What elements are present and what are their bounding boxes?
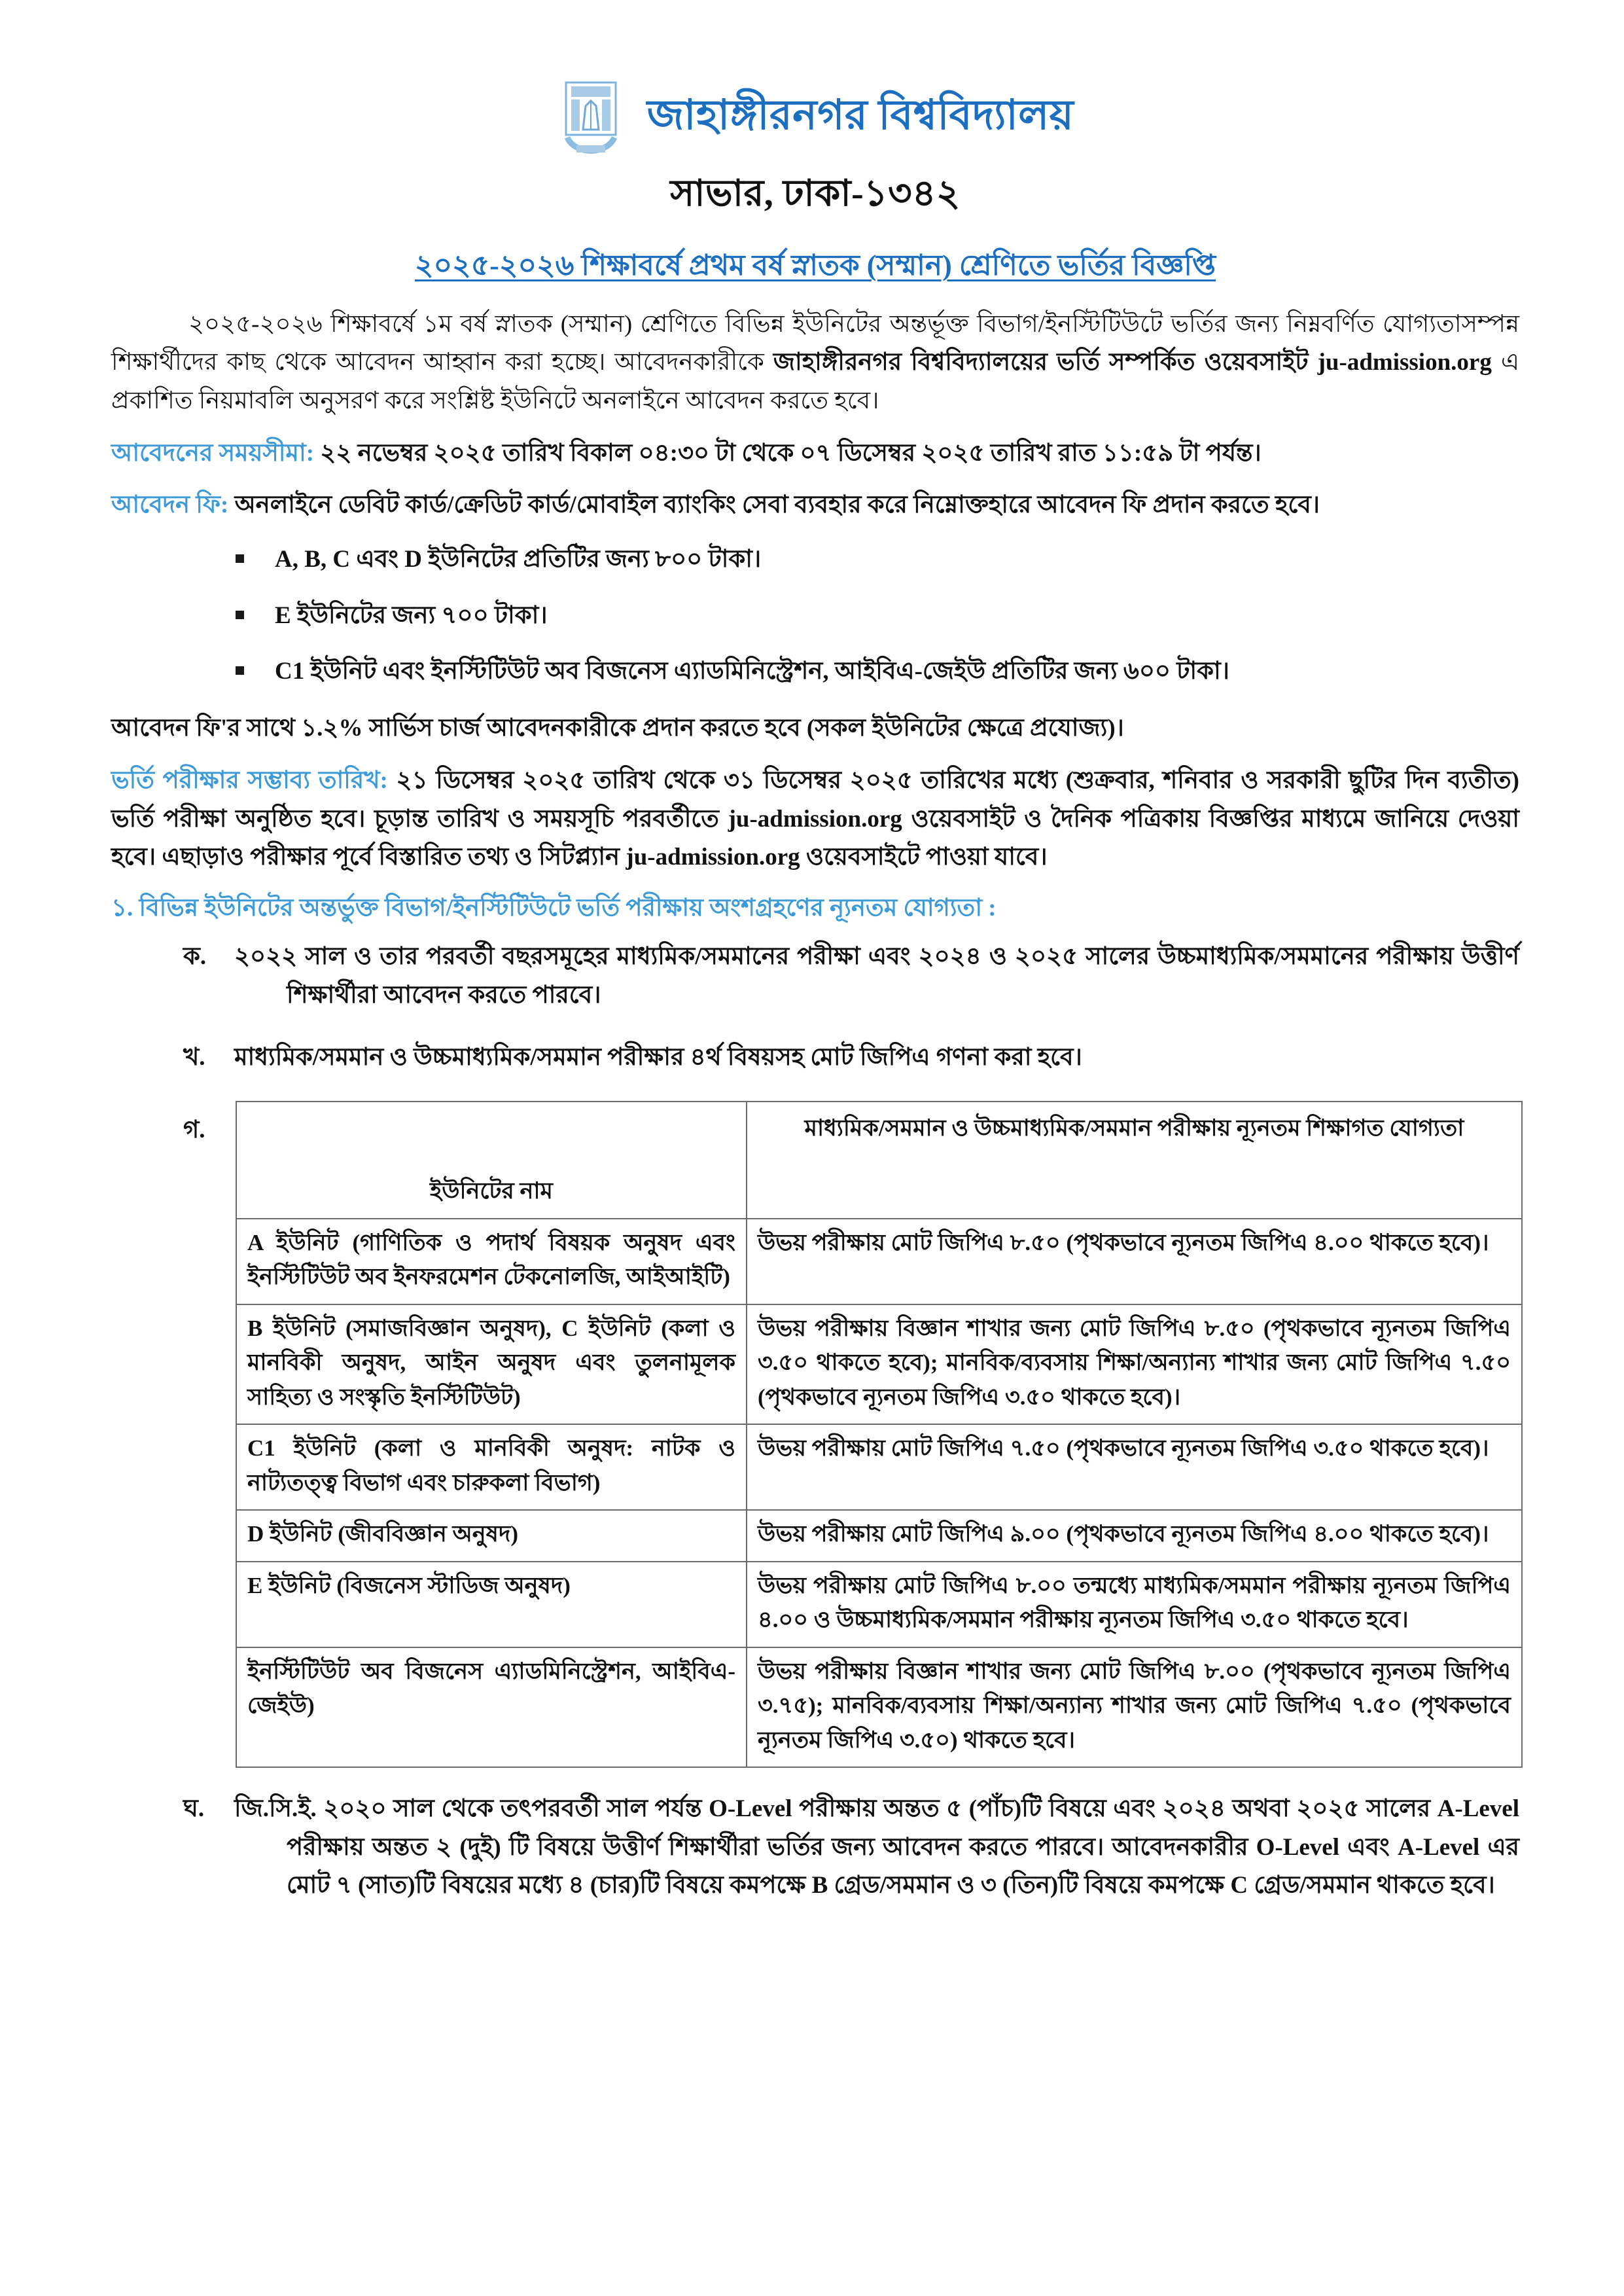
item-text-gha: জি.সি.ই. ২০২০ সাল থেকে তৎপরবর্তী সাল পর্যন্ত O-Level পরীক্ষায় অন্তত ৫ (পাঁচ)টি বিষয়ে এবং ২০২৪ অথবা ২০২৫ সালের A-Level পরীক্ষায় অন্তত ২ (দুই) টি বিষয়ে উত্তীর্ণ শিক্ষার্থীরা ভর্তির জন্য আবেদন করতে পারবে। আবেদনকারীর O-Level এবং A-Level এর মোট ৭ (সাত)টি বিষয়ের মধ্যে ৪ (চার)টি বিষয়ে কমপক্ষে B গ্রেড/সমমান ও ৩ (তিন)টি বিষয়ে কমপক্ষে C গ্রেড/সমমান থাকতে হবে। bbox=[234, 1795, 1519, 1899]
section-1-item-ka bbox=[111, 938, 1519, 1014]
table-header-row bbox=[236, 1102, 1522, 1219]
page-header bbox=[111, 77, 1519, 291]
exam-date-paragraph bbox=[111, 762, 1519, 876]
cell-unit-name: E ইউনিট (বিজনেস স্টাডিজ অনুষদ) bbox=[236, 1562, 747, 1647]
list-item bbox=[111, 598, 1519, 634]
application-deadline-value: ২২ নভেম্বর ২০২৫ তারিখ বিকাল ০৪:৩০ টা থেকে ০৭ ডিসেম্বর ২০২৫ তারিখ রাত ১১:৫৯ টা পর্যন্ত। bbox=[314, 440, 1262, 467]
cell-unit-name: C1 ইউনিট (কলা ও মানবিকী অনুষদ: নাটক ও নাট্যতত্ত্ব বিভাগ এবং চারুকলা বিভাগ) bbox=[236, 1424, 747, 1510]
fee-item-label: C1 ইউনিট এবং ইনস্টিটিউট অব বিজনেস এ্যাডমিনিস্ট্রেশন, আইবিএ-জেইউ প্রতিটির জন্য ৬০০ টাকা। bbox=[275, 658, 1229, 685]
cell-unit-name: D ইউনিট (জীববিজ্ঞান অনুষদ) bbox=[236, 1510, 747, 1562]
item-marker-ka: ক. bbox=[183, 943, 207, 971]
table-row bbox=[236, 1510, 1522, 1562]
notice-title: ২০২৫-২০২৬ শিক্ষাবর্ষে প্রথম বর্ষ স্নাতক (সম্মান) শ্রেণিতে ভর্তির বিজ্ঞপ্তি bbox=[414, 249, 1216, 281]
table-row bbox=[236, 1562, 1522, 1647]
application-fee-paragraph bbox=[111, 486, 1519, 524]
exam-date-value: ২১ ডিসেম্বর ২০২৫ তারিখ থেকে ৩১ ডিসেম্বর ২০২৫ তারিখের মধ্যে (শুক্রবার, শনিবার ও সরকারী ছুটির দিন ব্যতীত) ভর্তি পরীক্ষা অনুষ্ঠিত হবে। চূড়ান্ত তারিখ ও সময়সূচি পরবর্তীতে ju-admission.org ওয়েবসাইট ও দৈনিক পত্রিকায় বিজ্ঞপ্তির মাধ্যমে জানিয়ে দেওয়া হবে। এছাড়াও পরীক্ষার পূর্বে বিস্তারিত তথ্য ও সিটপ্ল্যান ju-admission.org ওয়েবসাইটে পাওয়া যাবে। bbox=[111, 767, 1520, 871]
units-eligibility-table bbox=[236, 1101, 1523, 1768]
section-1-heading: ১. বিভিন্ন ইউনিটের অন্তর্ভুক্ত বিভাগ/ইনস্টিটিউটে ভর্তি পরীক্ষায় অংশগ্রহণের ন্যূনতম যোগ্যতা : bbox=[111, 894, 997, 922]
cell-requirement: উভয় পরীক্ষায় মোট জিপিএ ৯.০০ (পৃথকভাবে ন্যূনতম জিপিএ ৪.০০ থাকতে হবে)। bbox=[747, 1510, 1522, 1562]
application-deadline-paragraph bbox=[111, 435, 1519, 473]
cell-requirement: উভয় পরীক্ষায় বিজ্ঞান শাখার জন্য মোট জিপিএ ৮.৫০ (পৃথকভাবে ন্যূনতম জিপিএ ৩.৫০ থাকতে হবে); মানবিক/ব্যবসায় শিক্ষা/অন্যান্য শাখার জন্য মোট জিপিএ ৭.৫০ (পৃথকভাবে ন্যূনতম জিপিএ ৩.৫০ থাকতে হবে)। bbox=[747, 1304, 1522, 1425]
intro-text-part2: এ প্রকাশিত নিয়মাবলি অনুসরণ করে সংশ্লিষ্ট ইউনিটে অনলাইনে আবেদন করতে হবে। bbox=[111, 349, 1519, 414]
table-row bbox=[236, 1647, 1522, 1768]
item-text-ka: ২০২২ সাল ও তার পরবর্তী বছরসমূহের মাধ্যমিক/সমমানের পরীক্ষা এবং ২০২৪ ও ২০২৫ সালের উচ্চমাধ্যমিক/সমমানের পরীক্ষায় উত্তীর্ণ শিক্ষার্থীরা আবেদন করতে পারবে। bbox=[234, 943, 1519, 1009]
header-spacer bbox=[247, 1111, 735, 1174]
section-1-item-gha bbox=[111, 1790, 1519, 1905]
fee-item-label: A, B, C এবং D ইউনিটের প্রতিটির জন্য ৮০০ টাকা। bbox=[275, 546, 762, 573]
fee-item-label: E ইউনিটের জন্য ৭০০ টাকা। bbox=[275, 601, 548, 629]
exam-date-label: ভর্তি পরীক্ষার সম্ভাব্য তারিখ: bbox=[111, 767, 388, 795]
application-fee-label: আবেদন ফি: bbox=[111, 491, 229, 518]
fee-list bbox=[111, 541, 1519, 690]
column-header-unit-name bbox=[236, 1102, 747, 1219]
item-marker-kha: খ. bbox=[183, 1043, 205, 1071]
item-marker-gha: ঘ. bbox=[183, 1795, 205, 1823]
table-row bbox=[236, 1219, 1522, 1304]
intro-text-part1: ২০২৫-২০২৬ শিক্ষাবর্ষে ১ম বর্ষ স্নাতক (সম্মান) শ্রেণিতে বিভিন্ন ইউনিটের অন্তর্ভূক্ত বিভাগ/ইনস্টিটিউটে ভর্তির জন্য নিম্নবর্ণিত যোগ্যতাসম্পন্ন শিক্ষার্থীদের কাছ থেকে আবেদন আহ্বান করা হচ্ছে। আবেদনকারীকে bbox=[111, 311, 1519, 376]
square-bullet-icon bbox=[236, 554, 244, 563]
intro-website-bold: জাহাঙ্গীরনগর বিশ্ববিদ্যালয়ের ভর্তি সম্পর্কিত ওয়েবসাইট ju-admission.org bbox=[773, 349, 1492, 376]
service-charge-paragraph: আবেদন ফি'র সাথে ১.২% সার্ভিস চার্জ আবেদনকারীকে প্রদান করতে হবে (সকল ইউনিটের ক্ষেত্রে প্রযোজ্য)। bbox=[111, 714, 1124, 742]
cell-requirement: উভয় পরীক্ষায় মোট জিপিএ ৮.০০ তন্মধ্যে মাধ্যমিক/সমমান পরীক্ষায় ন্যূনতম জিপিএ ৪.০০ ও উচ্চমাধ্যমিক/সমমান পরীক্ষায় ন্যূনতম জিপিএ ৩.৫০ থাকতে হবে। bbox=[747, 1562, 1522, 1647]
column-header-minimum-qualification bbox=[747, 1102, 1522, 1219]
intro-paragraph bbox=[111, 306, 1519, 420]
table-row bbox=[236, 1424, 1522, 1510]
item-text-kha: মাধ্যমিক/সমমান ও উচ্চমাধ্যমিক/সমমান পরীক্ষার ৪র্থ বিষয়সহ মোট জিপিএ গণনা করা হবে। bbox=[234, 1043, 1082, 1071]
university-address: সাভার, ঢাকা-১৩৪২ bbox=[670, 173, 961, 214]
square-bullet-icon bbox=[236, 666, 244, 675]
column-header-unit-name-label: ইউনিটের নাম bbox=[430, 1178, 553, 1204]
square-bullet-icon bbox=[236, 611, 244, 619]
cell-requirement: উভয় পরীক্ষায় মোট জিপিএ ৮.৫০ (পৃথকভাবে ন্যূনতম জিপিএ ৪.০০ থাকতে হবে)। bbox=[747, 1219, 1522, 1304]
university-name: জাহাঙ্গীরনগর বিশ্ববিদ্যালয় bbox=[646, 92, 1074, 139]
section-1-item-kha bbox=[111, 1039, 1519, 1077]
list-item bbox=[111, 541, 1519, 578]
application-fee-value: অনলাইনে ডেবিট কার্ড/ক্রেডিট কার্ড/মোবাইল ব্যাংকিং সেবা ব্যবহার করে নিম্নোক্তহারে আবেদন ফি প্রদান করতে হবে। bbox=[228, 491, 1320, 518]
university-seal-icon bbox=[557, 77, 625, 154]
item-marker-ga: গ. bbox=[183, 1117, 205, 1144]
units-table-block bbox=[111, 1101, 1519, 1768]
application-deadline-label: আবেদনের সময়সীমা: bbox=[111, 440, 315, 467]
cell-unit-name: A ইউনিট (গাণিতিক ও পদার্থ বিষয়ক অনুষদ এবং ইনস্টিটিউট অব ইনফরমেশন টেকনোলজি, আইআইটি) bbox=[236, 1219, 747, 1304]
cell-requirement: উভয় পরীক্ষায় বিজ্ঞান শাখার জন্য মোট জিপিএ ৮.০০ (পৃথকভাবে ন্যূনতম জিপিএ ৩.৭৫); মানবিক/ব্যবসায় শিক্ষা/অন্যান্য শাখার জন্য মোট জিপিএ ৭.৫০ (পৃথকভাবে ন্যূনতম জিপিএ ৩.৫০) থাকতে হবে। bbox=[747, 1647, 1522, 1768]
cell-unit-name: ইনস্টিটিউট অব বিজনেস এ্যাডমিনিস্ট্রেশন, আইবিএ-জেইউ) bbox=[236, 1647, 747, 1768]
university-title-row bbox=[111, 77, 1519, 154]
table-row bbox=[236, 1304, 1522, 1425]
column-header-minimum-qualification-label: মাধ্যমিক/সমমান ও উচ্চমাধ্যমিক/সমমান পরীক্ষায় ন্যূনতম শিক্ষাগত যোগ্যতা bbox=[804, 1115, 1464, 1141]
list-item bbox=[111, 653, 1519, 690]
cell-unit-name: B ইউনিট (সমাজবিজ্ঞান অনুষদ), C ইউনিট (কলা ও মানবিকী অনুষদ, আইন অনুষদ এবং তুলনামূলক সাহিত্য ও সংস্কৃতি ইনস্টিটিউট) bbox=[236, 1304, 747, 1425]
cell-requirement: উভয় পরীক্ষায় মোট জিপিএ ৭.৫০ (পৃথকভাবে ন্যূনতম জিপিএ ৩.৫০ থাকতে হবে)। bbox=[747, 1424, 1522, 1510]
